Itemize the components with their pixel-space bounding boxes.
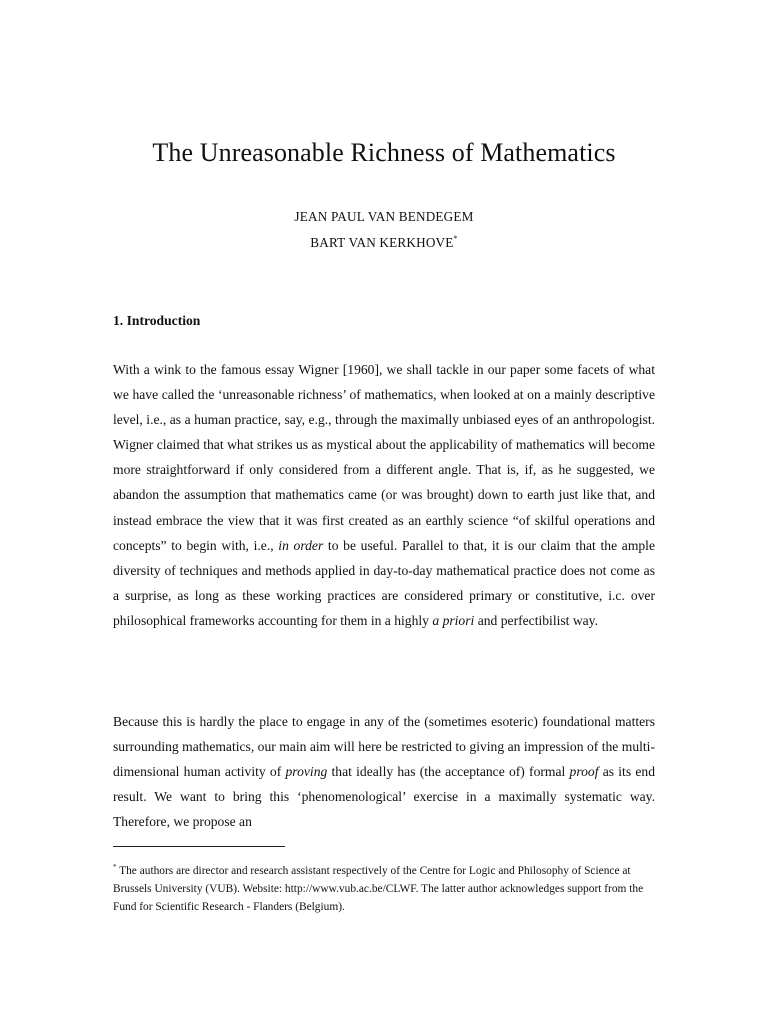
section-heading: 1. Introduction (113, 313, 201, 328)
paragraph-1-text-a: With a wink to the famous essay Wigner [1960], we shall tackle in our paper some facets of what we have called the ‘unreasonable richness’ of mathematics, when looked at on a mainly descriptive level, i.e., as a human practice, say, e.g., through the maximally unbiased eyes of an anthropologist. Wigner claimed that what strikes us as mystical about the applicability of mathematics will become more straightforward if only considered from a different angle. That is, if, as he suggested, we abandon the assumption that mathematics came (or was brought) down to earth just like that, and instead embrace the view that it was first created as an earthly science “of skilful operations and concepts” to begin with, i.e., (113, 362, 655, 553)
paragraph-2-text-a: Because this is hardly the place to engage in any of the (sometimes esoteric) foundational matters surrounding mathematics, our main aim will here be restricted to giving an impression of the multi-dimensional human activity of (113, 714, 655, 780)
paragraph-1-text-c: and perfectibilist way. (474, 612, 598, 628)
footnote-mark: * (113, 863, 117, 871)
paragraph-2-emphasis-a: proving (285, 764, 328, 780)
author-second-name: BART VAN KERKHOVE (310, 235, 454, 250)
author-second (0, 234, 768, 252)
paragraph-2-text-c: as its end result. We want to bring this ‘phenomenological’ exercise in a maximally systematic way. Therefore, we propose an (113, 764, 655, 830)
paragraph-1-emphasis-b: a priori (432, 612, 475, 628)
paragraph-2-emphasis-b: proof (569, 764, 599, 780)
paragraph-2-text-b: that ideally has (the acceptance of) formal (327, 764, 570, 780)
footnote-divider (113, 846, 285, 847)
paragraph-1-emphasis-a: in order (278, 537, 324, 553)
paragraph-introduction-1 (113, 357, 655, 633)
author-first-name: JEAN PAUL VAN BENDEGEM (294, 209, 474, 224)
footnote-text: The authors are director and research assistant respectively of the Centre for Logic and Philosophy of Science at Brussels University (VUB). Website: http://www.vub.ac.be/CLWF. The latter author acknowledges support from the Fund for Scientific Research - Flanders (Belgium). (113, 865, 644, 914)
paper-title: The Unreasonable Richness of Mathematics (152, 138, 616, 167)
footnote (113, 862, 658, 917)
author-first (0, 208, 768, 226)
paragraph-1-text-b: to be useful. Parallel to that, it is our claim that the ample diversity of techniques and methods applied in day-to-day mathematical practice does not come as a surprise, as long as these working practices are considered primary or constitutive, i.c. over philosophical frameworks accounting for them in a highly (113, 537, 655, 628)
author-footnote-mark: * (453, 234, 458, 243)
paragraph-introduction-2 (113, 709, 655, 834)
